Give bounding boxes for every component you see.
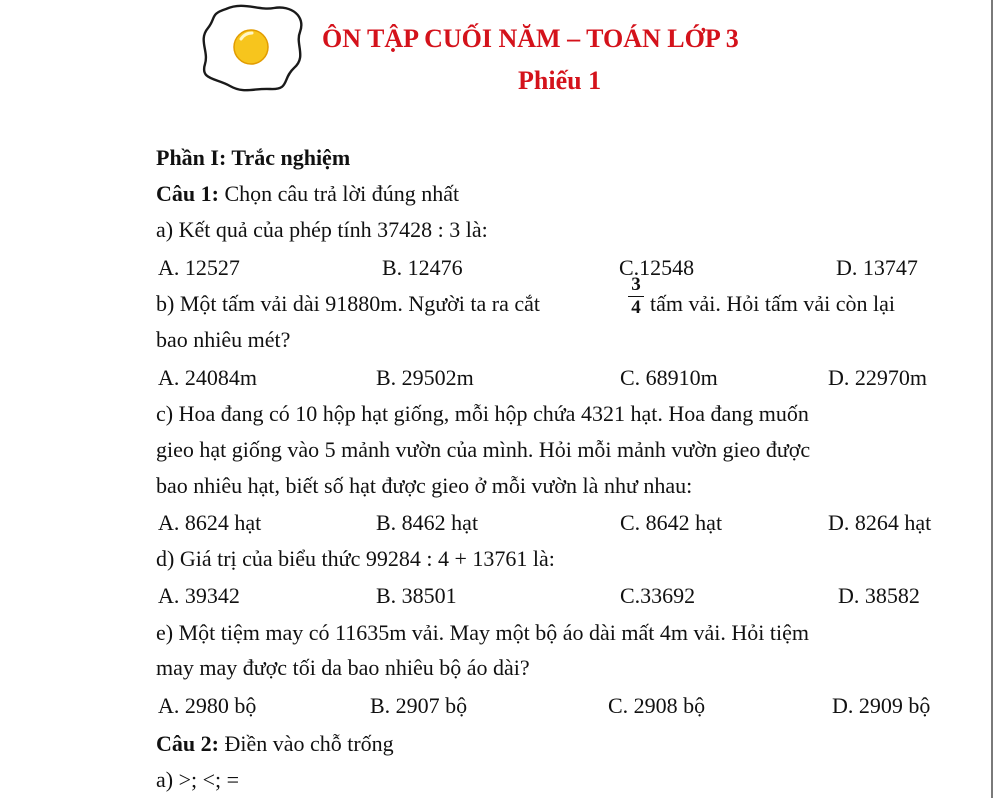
question-2-label: Câu 2: [156, 731, 219, 756]
question-1c-line2: gieo hạt giống vào 5 mảnh vườn của mình. Hỏi mỗi mảnh vườn gieo được [156, 437, 811, 462]
fraction-denominator: 4 [631, 297, 641, 318]
question-1c-option-d[interactable]: D. 8264 hạt [828, 510, 932, 535]
section-heading-part1: Phần I: Trắc nghiệm [156, 145, 351, 170]
worksheet-subtitle: Phiếu 1 [518, 66, 602, 95]
question-1a-text: a) Kết quả của phép tính 37428 : 3 là: [156, 217, 488, 242]
question-1e-line1: e) Một tiệm may có 11635m vải. May một bộ áo dài mất 4m vải. Hỏi tiệm [156, 620, 809, 645]
question-1e-option-a[interactable]: A. 2980 bộ [158, 693, 257, 718]
question-1d-option-c[interactable]: C.33692 [620, 583, 696, 608]
question-1c-line1: c) Hoa đang có 10 hộp hạt giống, mỗi hộp chứa 4321 hạt. Hoa đang muốn [156, 401, 809, 426]
question-1b-text-after: tấm vải. Hỏi tấm vải còn lại [650, 291, 895, 316]
fried-egg-icon [196, 2, 308, 94]
question-1c-option-c[interactable]: C. 8642 hạt [620, 510, 723, 535]
question-1c-option-a[interactable]: A. 8624 hạt [158, 510, 262, 535]
question-1e-option-b[interactable]: B. 2907 bộ [370, 693, 468, 718]
question-2-heading [156, 731, 394, 757]
worksheet-title: ÔN TẬP CUỐI NĂM – TOÁN LỚP 3 [322, 24, 739, 53]
question-1d-option-b[interactable]: B. 38501 [376, 583, 457, 608]
question-1a-option-a[interactable]: A. 12527 [158, 255, 240, 280]
question-2a-text: a) >; <; = [156, 767, 240, 792]
question-1b-option-a[interactable]: A. 24084m [158, 365, 257, 390]
question-1d-option-d[interactable]: D. 38582 [838, 583, 920, 608]
question-1a-option-b[interactable]: B. 12476 [382, 255, 463, 280]
question-1e-option-d[interactable]: D. 2909 bộ [832, 693, 931, 718]
question-1c-option-b[interactable]: B. 8462 hạt [376, 510, 479, 535]
question-1-label: Câu 1: [156, 181, 219, 206]
question-1d-option-a[interactable]: A. 39342 [158, 583, 240, 608]
question-1e-line2: may may được tối da bao nhiêu bộ áo dài? [156, 655, 530, 680]
question-1d-text: d) Giá trị của biểu thức 99284 : 4 + 13761 là: [156, 546, 555, 571]
question-1b-option-b[interactable]: B. 29502m [376, 365, 474, 390]
fraction-three-quarters [628, 275, 644, 318]
question-1a-option-c[interactable]: C.12548 [619, 255, 695, 280]
question-1b-line2: bao nhiêu mét? [156, 327, 291, 352]
question-2-prompt: Điền vào chỗ trống [218, 731, 394, 756]
question-1a-option-d[interactable]: D. 13747 [836, 255, 918, 280]
question-1e-option-c[interactable]: C. 2908 bộ [608, 693, 706, 718]
fraction-numerator: 3 [631, 274, 641, 295]
question-1b-option-c[interactable]: C. 68910m [620, 365, 718, 390]
question-1-heading [156, 181, 459, 207]
question-1b-text-before: b) Một tấm vải dài 91880m. Người ta ra cắt [156, 291, 541, 316]
question-1-prompt: Chọn câu trả lời đúng nhất [218, 181, 460, 206]
question-1b-option-d[interactable]: D. 22970m [828, 365, 927, 390]
question-1c-line3: bao nhiêu hạt, biết số hạt được gieo ở mỗi vườn là như nhau: [156, 473, 693, 498]
